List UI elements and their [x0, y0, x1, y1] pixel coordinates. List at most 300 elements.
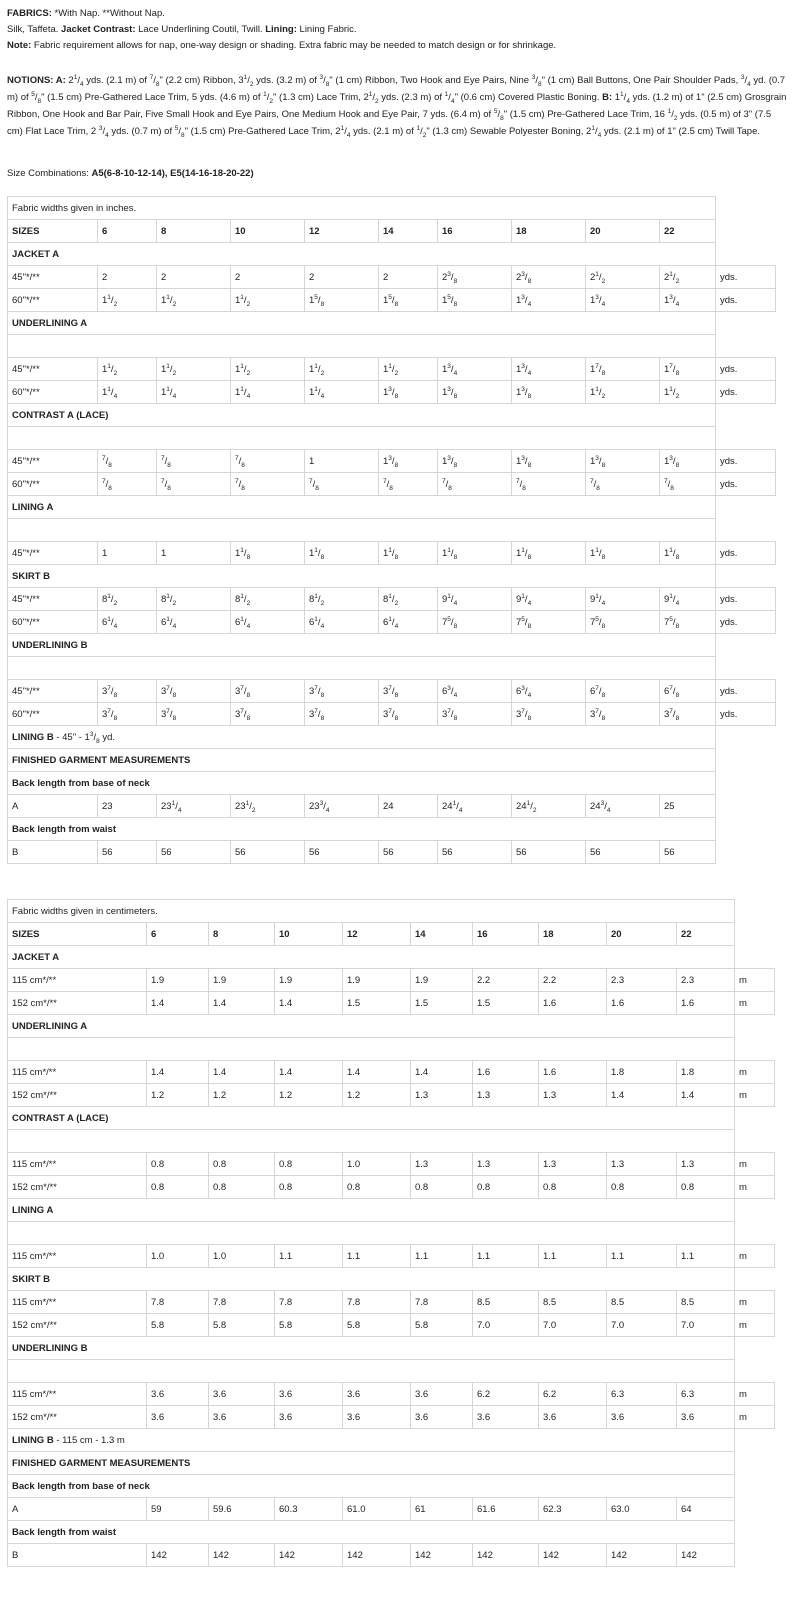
table-row [8, 496, 776, 519]
table-cell: $7^5/_8$ [660, 611, 716, 634]
unit-label: m [735, 1314, 775, 1337]
table-cell: 7.8 [209, 1291, 275, 1314]
table-cell: $^7/_8$ [512, 473, 586, 496]
table-cell: 6.3 [607, 1383, 677, 1406]
unit-label: yds. [716, 473, 776, 496]
unit-label: yds. [716, 680, 776, 703]
row-label: 115 cm*/** [8, 1291, 147, 1314]
size-header: 22 [677, 923, 735, 946]
table-cell: $^7/_8$ [231, 450, 305, 473]
section-heading: JACKET A [8, 946, 735, 969]
table-cell: $23^1/_2$ [231, 795, 305, 818]
row-label: 152 cm*/** [8, 1406, 147, 1429]
table-cell: $1^1/_8$ [231, 542, 305, 565]
table-row [8, 588, 776, 611]
table-cell: $8^1/_2$ [305, 588, 379, 611]
sizes-header: SIZES [8, 220, 98, 243]
table-cell: $^7/_8$ [305, 473, 379, 496]
table-row [8, 335, 776, 358]
table-cell: 8.5 [607, 1291, 677, 1314]
unit-label: m [735, 1176, 775, 1199]
table-cell: $3^7/_8$ [305, 680, 379, 703]
table-cell: 1.1 [343, 1245, 411, 1268]
unit-label: m [735, 1061, 775, 1084]
table-cell: 7.0 [473, 1314, 539, 1337]
table-cell: $1^3/_4$ [438, 358, 512, 381]
table-cell: 0.8 [473, 1176, 539, 1199]
table-cell: $23^1/_4$ [157, 795, 231, 818]
table-cell: $1^3/_4$ [586, 289, 660, 312]
table-row [8, 841, 776, 864]
table-cell: 2 [231, 266, 305, 289]
table-row [8, 923, 775, 946]
table-row [8, 565, 776, 588]
table-cell: 56 [98, 841, 157, 864]
row-label: 115 cm*/** [8, 1245, 147, 1268]
table-cell: 1.4 [677, 1084, 735, 1107]
section-heading: UNDERLINING A [8, 312, 716, 335]
table-cell: $8^1/_2$ [231, 588, 305, 611]
table-cell: $24^3/_4$ [586, 795, 660, 818]
section-heading: LINING A [8, 1199, 735, 1222]
table-row [8, 634, 776, 657]
size-header: 16 [473, 923, 539, 946]
table-cell: $8^1/_2$ [98, 588, 157, 611]
table-row [8, 1429, 775, 1452]
size-header: 20 [586, 220, 660, 243]
table-cell: 60.3 [275, 1498, 343, 1521]
table-cell: 25 [660, 795, 716, 818]
table-row [8, 726, 776, 749]
table-row [8, 1199, 775, 1222]
table-cell: $^7/_8$ [586, 473, 660, 496]
table-cell: $1^1/_2$ [157, 358, 231, 381]
blank-row [8, 1360, 735, 1383]
table-row [8, 795, 776, 818]
unit-label: m [735, 969, 775, 992]
table-cell: $^7/_8$ [157, 473, 231, 496]
table-cell: $2^3/_8$ [438, 266, 512, 289]
table-cell: $1^3/_8$ [438, 450, 512, 473]
table-cell: $7^5/_8$ [586, 611, 660, 634]
table-cell: 3.6 [209, 1406, 275, 1429]
blank-row [8, 657, 716, 680]
table-row [8, 473, 776, 496]
size-header: 10 [275, 923, 343, 946]
table-cell: 1.6 [539, 1061, 607, 1084]
table-cell: $3^7/_8$ [379, 680, 438, 703]
table-cell: $1^1/_2$ [586, 381, 660, 404]
table-cell: 7.8 [275, 1291, 343, 1314]
unit-label: m [735, 1245, 775, 1268]
notions-a-text: $2^1/_4$ yds. (2.1 m) of $^7/_8$" (2.2 cm) Ribbon, $3^1/_2$ yds. (3.2 m) of $^3/_8$" (1 cm) Ribbon, Two Hook and Eye Pairs, Nine $^3/_8$" (1 cm) Ball Buttons, One Pair Shoulder Pads, $^3/_4$ yd. (0.7 m) of $^5/_8$" (1.5 cm) Pre-Gathered Lace Trim, 5 yds. (4.6 m) of $^1/_2$" (1.3 cm) Lace Trim, $2^1/_2$ yds. (2.3 m) of $^1/_4$" (0.6 cm) Covered Plastic Boning. [7, 73, 786, 105]
table-cell: 1.4 [275, 992, 343, 1015]
blank-row [8, 427, 716, 450]
table-cell: 142 [343, 1544, 411, 1567]
section-heading: CONTRAST A (LACE) [8, 404, 716, 427]
row-label: 115 cm*/** [8, 1061, 147, 1084]
table-cell: $1^1/_4$ [305, 381, 379, 404]
table-cell: 1.1 [607, 1245, 677, 1268]
table-row [8, 1268, 775, 1291]
row-label: 45"*/** [8, 542, 98, 565]
table-cell: 2.3 [607, 969, 677, 992]
sizes-header: SIZES [8, 923, 147, 946]
table-cell: $1^1/_8$ [586, 542, 660, 565]
unit-label: yds. [716, 381, 776, 404]
section-heading: FINISHED GARMENT MEASUREMENTS [8, 749, 716, 772]
table-cell: 142 [275, 1544, 343, 1567]
table-cell: 7.8 [411, 1291, 473, 1314]
table-cell: $1^3/_8$ [512, 450, 586, 473]
table-row [8, 542, 776, 565]
table-row [8, 1406, 775, 1429]
notions-b-text: $1^1/_4$ yds. (1.2 m) of 1" (2.5 cm) Grosgrain Ribbon, One Hook and Bar Pair, Five Small Hook and Eye Pairs, One Medium Hook and Eye Pair, 7 yds. (6.4 m) of $^5/_8$" (1.5 cm) Pre-Gathered Lace Trim, 16 $^1/_2$ yds. (0.5 m) of 3" (7.5 cm) Flat Lace Trim, 2 $^3/_4$ yds. (0.7 m) of $^5/_8$" (1.5 cm) Pre-Gathered Lace Trim, $2^1/_4$ yds. (2.1 m) of $^1/_2$" (1.3 cm) Sewable Polyester Boning, $2^1/_4$ yds. (2.1 m) of 1" (2.5 cm) Twill Tape. [7, 90, 787, 139]
table-cell: 56 [438, 841, 512, 864]
table-row [8, 818, 776, 841]
table-cell: 1.2 [209, 1084, 275, 1107]
table-cell: $^7/_8$ [379, 473, 438, 496]
table-cell: $^7/_8$ [438, 473, 512, 496]
imperial-yardage-table [7, 196, 776, 864]
row-label: 60"*/** [8, 289, 98, 312]
table-cell: 1.5 [343, 992, 411, 1015]
size-header: 20 [607, 923, 677, 946]
table-cell: 3.6 [411, 1406, 473, 1429]
table-cell: $3^7/_8$ [231, 680, 305, 703]
row-label: A [8, 1498, 147, 1521]
table-cell: 3.6 [343, 1383, 411, 1406]
table-cell: 1.0 [343, 1153, 411, 1176]
table-cell: 56 [512, 841, 586, 864]
table-cell: 1.4 [411, 1061, 473, 1084]
table-cell: 7.0 [607, 1314, 677, 1337]
blank-row [8, 335, 716, 358]
table-cell: $7^5/_8$ [438, 611, 512, 634]
table-cell: 1.3 [473, 1084, 539, 1107]
table-cell: $^7/_8$ [157, 450, 231, 473]
table-cell: $3^7/_8$ [98, 703, 157, 726]
table-cell: $1^3/_8$ [379, 381, 438, 404]
table-cell: 1.9 [147, 969, 209, 992]
table-cell: 3.6 [343, 1406, 411, 1429]
table-row [8, 946, 775, 969]
table-cell: 1.4 [343, 1061, 411, 1084]
table-cell: 61.6 [473, 1498, 539, 1521]
table-cell: 1.3 [411, 1084, 473, 1107]
table-cell: 1.4 [147, 1061, 209, 1084]
table-cell: 6.3 [677, 1383, 735, 1406]
table-cell: 1.8 [607, 1061, 677, 1084]
table-row [8, 1222, 775, 1245]
table-cell: 142 [411, 1544, 473, 1567]
table-cell: 3.6 [539, 1406, 607, 1429]
table-cell: 1 [157, 542, 231, 565]
table-cell: $2^3/_8$ [512, 266, 586, 289]
table-cell: $1^1/_4$ [157, 381, 231, 404]
table-cell: $1^7/_8$ [586, 358, 660, 381]
blank-row [8, 1038, 735, 1061]
table-row [8, 1314, 775, 1337]
table-cell: 1.2 [147, 1084, 209, 1107]
table-row [8, 749, 776, 772]
table-cell: 1.0 [147, 1245, 209, 1268]
unit-label: m [735, 1383, 775, 1406]
table-cell: 0.8 [275, 1153, 343, 1176]
table-cell: 1.3 [473, 1153, 539, 1176]
table-cell: $3^7/_8$ [512, 703, 586, 726]
size-header: 12 [305, 220, 379, 243]
table-cell: $1^1/_2$ [305, 358, 379, 381]
row-label: 115 cm*/** [8, 1383, 147, 1406]
table-cell: $1^3/_4$ [512, 358, 586, 381]
table-cell: $7^5/_8$ [512, 611, 586, 634]
table-row [8, 703, 776, 726]
row-label: 45"*/** [8, 266, 98, 289]
table-cell: 56 [379, 841, 438, 864]
table-cell: $24^1/_4$ [438, 795, 512, 818]
table-row [8, 680, 776, 703]
table-cell: $3^7/_8$ [586, 703, 660, 726]
table-cell: 5.8 [275, 1314, 343, 1337]
unit-label: m [735, 992, 775, 1015]
table-row [8, 220, 776, 243]
table-cell: $1^3/_8$ [512, 381, 586, 404]
section-heading: UNDERLINING A [8, 1015, 735, 1038]
table-row [8, 1176, 775, 1199]
table-cell: 1.1 [473, 1245, 539, 1268]
table-cell: 5.8 [411, 1314, 473, 1337]
row-label: B [8, 841, 98, 864]
table-cell: $^7/_8$ [660, 473, 716, 496]
table-cell: 1.1 [677, 1245, 735, 1268]
table-cell: 1 [98, 542, 157, 565]
table-cell: $2^1/_2$ [660, 266, 716, 289]
fabrics-block [7, 6, 789, 54]
section-heading: Back length from base of neck [8, 772, 716, 795]
table-cell: 1.6 [539, 992, 607, 1015]
table-cell: $9^1/_4$ [438, 588, 512, 611]
size-combinations: Size Combinations: A5(6-8-10-12-14), E5(14-16-18-20-22) [7, 168, 254, 179]
table-cell: 2 [379, 266, 438, 289]
unit-label: yds. [716, 450, 776, 473]
table-cell: 64 [677, 1498, 735, 1521]
table-row [8, 1061, 775, 1084]
table-cell: 142 [539, 1544, 607, 1567]
table-cell: $1^1/_2$ [98, 289, 157, 312]
table-row [8, 427, 776, 450]
table-cell: $1^7/_8$ [660, 358, 716, 381]
table-row [8, 969, 775, 992]
table-row [8, 1245, 775, 1268]
row-label: A [8, 795, 98, 818]
table-cell: $24^1/_2$ [512, 795, 586, 818]
table-cell: 3.6 [411, 1383, 473, 1406]
table-row [8, 1291, 775, 1314]
size-header: 8 [209, 923, 275, 946]
table-row [8, 1452, 775, 1475]
table-cell: 142 [147, 1544, 209, 1567]
table-cell: $1^3/_8$ [379, 450, 438, 473]
table-cell: 1 [305, 450, 379, 473]
table-cell: 0.8 [209, 1176, 275, 1199]
table-row [8, 1544, 775, 1567]
table-cell: 1.4 [209, 992, 275, 1015]
table-cell: 1.1 [275, 1245, 343, 1268]
size-header: 8 [157, 220, 231, 243]
table-cell: 1.3 [677, 1153, 735, 1176]
table-cell: 2.2 [473, 969, 539, 992]
table-cell: 59 [147, 1498, 209, 1521]
table-cell: 0.8 [147, 1176, 209, 1199]
table-cell: 1.9 [209, 969, 275, 992]
size-header: 22 [660, 220, 716, 243]
blank-row [8, 519, 716, 542]
table-cell: 1.9 [343, 969, 411, 992]
table-cell: $9^1/_4$ [512, 588, 586, 611]
table-row [8, 992, 775, 1015]
table-cell: $1^1/_8$ [660, 542, 716, 565]
table-cell: 7.8 [343, 1291, 411, 1314]
table-cell: 6.2 [539, 1383, 607, 1406]
section-heading: UNDERLINING B [8, 634, 716, 657]
table-cell: $1^1/_8$ [512, 542, 586, 565]
row-label: 60"*/** [8, 611, 98, 634]
table-cell: $^7/_8$ [98, 450, 157, 473]
table-row [8, 1038, 775, 1061]
table-cell: 1.9 [411, 969, 473, 992]
section-heading: Back length from waist [8, 1521, 735, 1544]
section-heading: FINISHED GARMENT MEASUREMENTS [8, 1452, 735, 1475]
table-cell: 1.5 [411, 992, 473, 1015]
section-heading: LINING A [8, 496, 716, 519]
unit-label: yds. [716, 588, 776, 611]
table-cell: $1^5/_8$ [379, 289, 438, 312]
table-cell: 3.6 [275, 1383, 343, 1406]
unit-label: m [735, 1291, 775, 1314]
table-cell: 1.6 [607, 992, 677, 1015]
row-label: 45"*/** [8, 450, 98, 473]
table-cell: 61 [411, 1498, 473, 1521]
lining-b-note: LINING B - 115 cm - 1.3 m [8, 1429, 735, 1452]
table-cell: 1.5 [473, 992, 539, 1015]
table-cell: 1.4 [275, 1061, 343, 1084]
table-cell: 2 [305, 266, 379, 289]
table-row [8, 1360, 775, 1383]
unit-label: yds. [716, 542, 776, 565]
table-cell: 56 [305, 841, 379, 864]
unit-label: m [735, 1084, 775, 1107]
table-cell: 1.1 [411, 1245, 473, 1268]
section-heading: UNDERLINING B [8, 1337, 735, 1360]
table-cell: 8.5 [473, 1291, 539, 1314]
table-cell: 8.5 [677, 1291, 735, 1314]
table-cell: 56 [157, 841, 231, 864]
table-cell: 7.8 [147, 1291, 209, 1314]
table-cell: $1^1/_4$ [98, 381, 157, 404]
table-cell: 3.6 [209, 1383, 275, 1406]
table-cell: 0.8 [411, 1176, 473, 1199]
table-cell: $1^3/_8$ [660, 450, 716, 473]
table-row [8, 1153, 775, 1176]
table-cell: $6^7/_8$ [586, 680, 660, 703]
table-cell: $1^5/_8$ [438, 289, 512, 312]
table-row [8, 1107, 775, 1130]
table-cell: 0.8 [677, 1176, 735, 1199]
table-cell: $6^1/_4$ [231, 611, 305, 634]
table-cell: $1^1/_2$ [231, 289, 305, 312]
size-header: 18 [539, 923, 607, 946]
table-cell: $1^1/_2$ [231, 358, 305, 381]
table-cell: 0.8 [343, 1176, 411, 1199]
table-row [8, 1130, 775, 1153]
table-cell: $9^1/_4$ [660, 588, 716, 611]
table-cell: 5.8 [343, 1314, 411, 1337]
table-cell: 1.9 [275, 969, 343, 992]
unit-label: yds. [716, 358, 776, 381]
table-cell: $1^1/_4$ [231, 381, 305, 404]
table-cell: 5.8 [209, 1314, 275, 1337]
fabrics-line: FABRICS: *With Nap. **Without Nap. [7, 8, 165, 19]
table-cell: $6^1/_4$ [305, 611, 379, 634]
table-cell: 3.6 [677, 1406, 735, 1429]
section-heading: SKIRT B [8, 1268, 735, 1291]
table-cell: 61.0 [343, 1498, 411, 1521]
table-cell: 0.8 [607, 1176, 677, 1199]
row-label: 152 cm*/** [8, 992, 147, 1015]
table-row [8, 611, 776, 634]
table-row [8, 772, 776, 795]
metric-yardage-table [7, 899, 775, 1567]
table-cell: $6^3/_4$ [512, 680, 586, 703]
table-cell: 59.6 [209, 1498, 275, 1521]
size-header: 6 [147, 923, 209, 946]
table-cell: $3^7/_8$ [305, 703, 379, 726]
size-header: 16 [438, 220, 512, 243]
table-row [8, 1015, 775, 1038]
table-row [8, 312, 776, 335]
table-cell: $1^1/_2$ [660, 381, 716, 404]
table-cell: 63.0 [607, 1498, 677, 1521]
table-cell: 2.2 [539, 969, 607, 992]
table-cell: $6^7/_8$ [660, 680, 716, 703]
table-cell: 1.4 [607, 1084, 677, 1107]
table-row [8, 1383, 775, 1406]
section-heading: Back length from base of neck [8, 1475, 735, 1498]
table-row [8, 657, 776, 680]
table-cell: $1^1/_8$ [438, 542, 512, 565]
table-row [8, 1521, 775, 1544]
table-cell: 1.4 [209, 1061, 275, 1084]
table-cell: $1^3/_4$ [660, 289, 716, 312]
table-cell: $8^1/_2$ [157, 588, 231, 611]
table-caption: Fabric widths given in inches. [8, 197, 716, 220]
table-cell: 1.6 [677, 992, 735, 1015]
table-cell: $3^7/_8$ [660, 703, 716, 726]
size-header: 6 [98, 220, 157, 243]
table-cell: $3^7/_8$ [157, 680, 231, 703]
table-cell: 56 [660, 841, 716, 864]
table-cell: $2^1/_2$ [586, 266, 660, 289]
table-cell: $3^7/_8$ [379, 703, 438, 726]
table-cell: $6^3/_4$ [438, 680, 512, 703]
table-cell: 142 [473, 1544, 539, 1567]
blank-row [8, 1222, 735, 1245]
row-label: 115 cm*/** [8, 1153, 147, 1176]
table-cell: $6^1/_4$ [379, 611, 438, 634]
table-row [8, 1475, 775, 1498]
size-header: 14 [411, 923, 473, 946]
